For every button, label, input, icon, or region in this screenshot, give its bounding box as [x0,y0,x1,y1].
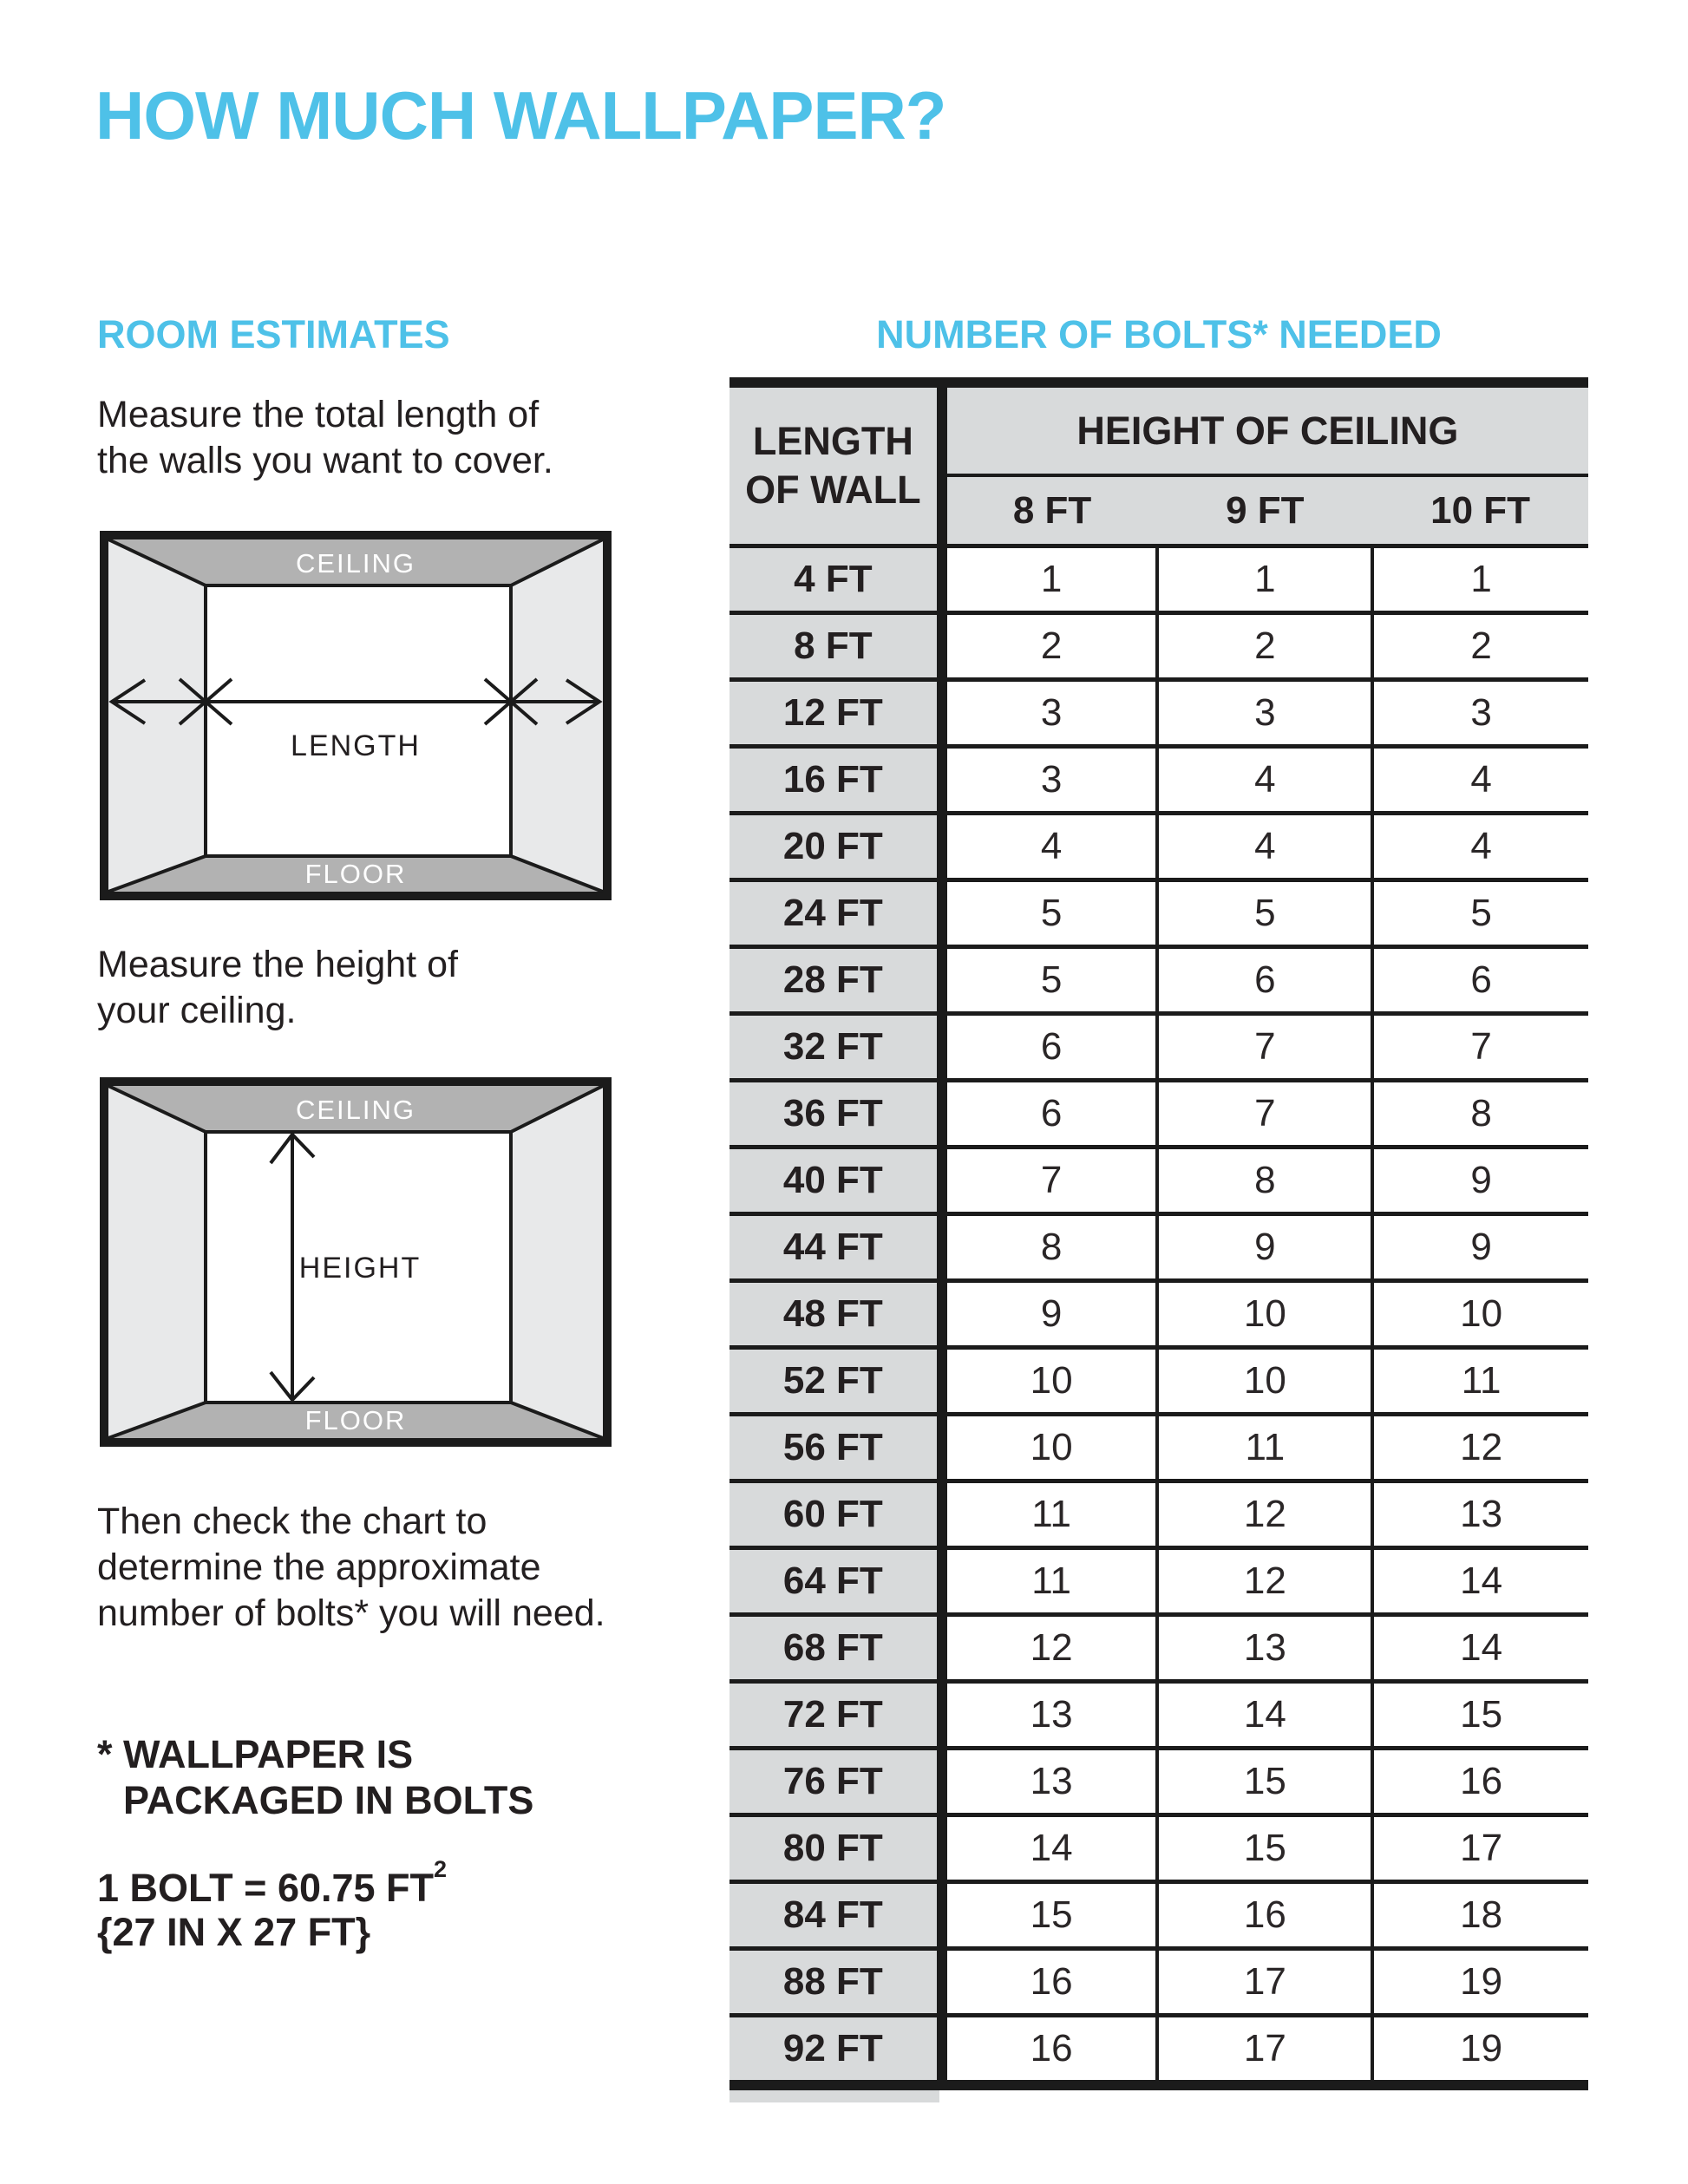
value-cell: 6 [942,1081,1158,1148]
step1-line2: the walls you want to cover. [97,440,553,481]
ceiling-height-diagram [100,1077,612,1447]
table-row [730,1615,1588,1682]
value-cell: 3 [942,747,1158,814]
value-cell: 8 [942,1214,1158,1281]
table-row [730,747,1588,814]
height-label: HEIGHT [298,1252,422,1285]
value-cell: 18 [1372,1882,1588,1949]
ceiling-label: CEILING [295,1095,416,1125]
value-cell: 6 [942,1014,1158,1081]
row-label-cell: 40 FT [730,1148,942,1214]
row-label-cell: 12 FT [730,680,942,747]
table-row [730,680,1588,747]
row-label-cell: 52 FT [730,1348,942,1415]
row-label-cell: 88 FT [730,1949,942,2016]
row-label-cell: 48 FT [730,1281,942,1348]
column-header-10ft: 10 FT [1372,475,1588,546]
page-title: HOW MUCH WALLPAPER? [95,77,946,154]
footnote-line2: PACKAGED IN BOLTS [123,1778,534,1822]
value-cell: 7 [942,1148,1158,1214]
value-cell: 11 [942,1548,1158,1615]
value-cell: 8 [1372,1081,1588,1148]
value-cell: 16 [942,2016,1158,2086]
footnote-line1: * WALLPAPER IS [97,1732,414,1776]
value-cell: 10 [942,1415,1158,1481]
bolt-equation: 1 BOLT = 60.75 $FT^2$ [97,1855,448,1910]
table-row [730,947,1588,1014]
value-cell: 1 [1157,546,1372,613]
value-cell: 5 [942,880,1158,947]
step3-line3: number of bolts* you will need. [97,1592,605,1634]
value-cell: 7 [1157,1014,1372,1081]
row-label-cell: 4 FT [730,546,942,613]
step1-text [97,392,553,484]
row-label-cell: 76 FT [730,1749,942,1815]
bolts-footnote [97,1731,533,1823]
value-cell: 5 [1372,880,1588,947]
bolts-table-heading: NUMBER OF BOLTS* NEEDED [876,312,1442,356]
table-row [730,546,1588,613]
table-row [730,1348,1588,1415]
length-label: LENGTH [291,729,421,762]
floor-label: FLOOR [304,1405,407,1435]
value-cell: 13 [1372,1481,1588,1548]
value-cell: 9 [1372,1214,1588,1281]
length-of-wall-header: LENGTH OF WALL [730,383,942,546]
value-cell: 9 [942,1281,1158,1348]
value-cell: 15 [942,1882,1158,1949]
row-label-cell: 32 FT [730,1014,942,1081]
value-cell: 6 [1157,947,1372,1014]
back-wall [206,585,511,856]
table-row [730,1014,1588,1081]
bolts-needed-table [730,377,1588,2090]
row-label-cell: 92 FT [730,2016,942,2086]
value-cell: 16 [1372,1749,1588,1815]
room-estimates-heading: ROOM ESTIMATES [97,312,450,356]
value-cell: 1 [942,546,1158,613]
value-cell: 9 [1372,1148,1588,1214]
left-wall-surface [108,1086,206,1438]
value-cell: 14 [1157,1682,1372,1749]
table-row [730,1081,1588,1148]
value-cell: 8 [1157,1148,1372,1214]
table-row [730,1682,1588,1749]
value-cell: 16 [1157,1882,1372,1949]
step3-line2: determine the approximate [97,1546,541,1588]
row-label-cell: 68 FT [730,1615,942,1682]
step3-text [97,1499,605,1637]
value-cell: 14 [942,1815,1158,1882]
value-cell: 2 [1372,613,1588,680]
value-cell: 1 [1372,546,1588,613]
column-header-9ft: 9 FT [1157,475,1372,546]
step1-line1: Measure the total length of [97,394,540,435]
step2-text [97,942,458,1034]
value-cell: 2 [1157,613,1372,680]
row-label-cell: 84 FT [730,1882,942,1949]
value-cell: 4 [1372,814,1588,880]
value-cell: 12 [1157,1481,1372,1548]
bolt-dimensions: {27 IN X 27 FT} [97,1910,371,1954]
floor-label: FLOOR [304,859,407,889]
value-cell: 13 [942,1682,1158,1749]
row-label-cell: 80 FT [730,1815,942,1882]
table-row [730,1815,1588,1882]
value-cell: 4 [942,814,1158,880]
row-label-cell: 44 FT [730,1214,942,1281]
right-wall-surface [511,1086,603,1438]
value-cell: 10 [942,1348,1158,1415]
table-row [730,1548,1588,1615]
value-cell: 5 [942,947,1158,1014]
value-cell: 9 [1157,1214,1372,1281]
row-label-cell: 16 FT [730,747,942,814]
row-label-cell: 24 FT [730,880,942,947]
room-length-diagram [100,531,612,900]
value-cell: 4 [1157,814,1372,880]
table-row [730,880,1588,947]
value-cell: 12 [1372,1415,1588,1481]
value-cell: 14 [1372,1615,1588,1682]
value-cell: 7 [1157,1081,1372,1148]
row-label-cell: 56 FT [730,1415,942,1481]
table-row [730,1415,1588,1481]
squared-superscript: 2 [434,1855,448,1882]
value-cell: 15 [1372,1682,1588,1749]
value-cell: 11 [1372,1348,1588,1415]
table-row [730,814,1588,880]
value-cell: 3 [942,680,1158,747]
value-cell: 17 [1157,1949,1372,2016]
value-cell: 10 [1157,1281,1372,1348]
bolts-table-container [730,377,1588,2102]
value-cell: 2 [942,613,1158,680]
bolt-size-info [97,1855,448,1954]
value-cell: 11 [1157,1415,1372,1481]
value-cell: 16 [942,1949,1158,2016]
row-label-cell: 8 FT [730,613,942,680]
value-cell: 12 [942,1615,1158,1682]
row-label-cell: 20 FT [730,814,942,880]
step3-line1: Then check the chart to [97,1501,487,1542]
table-body [730,546,1588,2086]
table-row [730,1214,1588,1281]
value-cell: 19 [1372,2016,1588,2086]
table-row [730,1882,1588,1949]
value-cell: 15 [1157,1815,1372,1882]
value-cell: 3 [1157,680,1372,747]
value-cell: 13 [942,1749,1158,1815]
table-row [730,613,1588,680]
table-row [730,1481,1588,1548]
value-cell: 4 [1157,747,1372,814]
value-cell: 19 [1372,1949,1588,2016]
value-cell: 5 [1157,880,1372,947]
table-row [730,1949,1588,2016]
row-label-cell: 36 FT [730,1081,942,1148]
value-cell: 10 [1372,1281,1588,1348]
table-header [730,383,1588,546]
row-label-cell: 28 FT [730,947,942,1014]
step2-line1: Measure the height of [97,944,458,985]
value-cell: 7 [1372,1014,1588,1081]
value-cell: 13 [1157,1615,1372,1682]
row-label-cell: 72 FT [730,1682,942,1749]
ceiling-label: CEILING [295,548,416,579]
table-row [730,1281,1588,1348]
value-cell: 15 [1157,1749,1372,1815]
step2-line2: your ceiling. [97,990,297,1031]
value-cell: 11 [942,1481,1158,1548]
value-cell: 17 [1372,1815,1588,1882]
row-label-cell: 64 FT [730,1548,942,1615]
value-cell: 4 [1372,747,1588,814]
value-cell: 17 [1157,2016,1372,2086]
height-of-ceiling-header: HEIGHT OF CEILING [942,383,1588,475]
value-cell: 12 [1157,1548,1372,1615]
value-cell: 10 [1157,1348,1372,1415]
table-row [730,1148,1588,1214]
value-cell: 14 [1372,1548,1588,1615]
column1-gray-tail [730,2090,939,2102]
column-header-8ft: 8 FT [942,475,1158,546]
value-cell: 3 [1372,680,1588,747]
table-row [730,2016,1588,2086]
value-cell: 6 [1372,947,1588,1014]
row-label-cell: 60 FT [730,1481,942,1548]
table-row [730,1749,1588,1815]
